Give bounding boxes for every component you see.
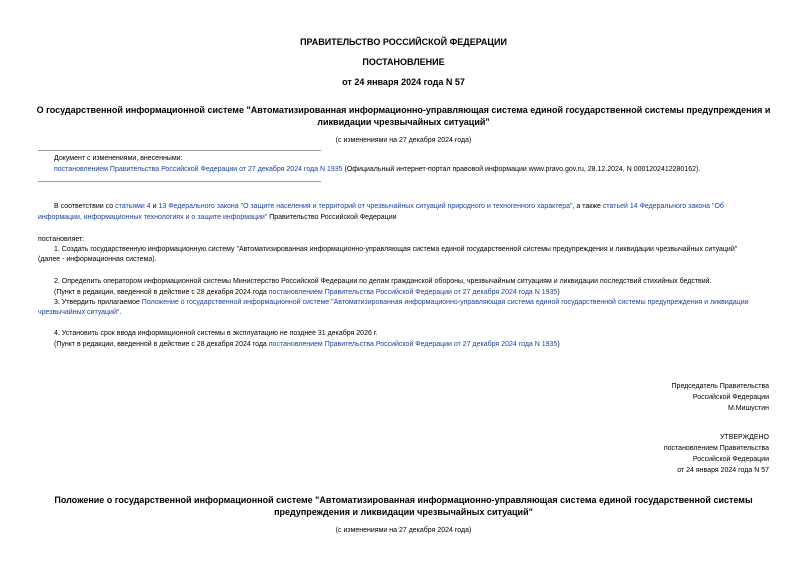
approved-heading: УТВЕРЖДЕНО	[719, 434, 769, 441]
preamble-text: и	[150, 203, 159, 210]
approved-date: от 24 января 2024 года N 57	[677, 467, 769, 474]
amendment-bottom-rule	[38, 181, 321, 182]
amendment-reference	[54, 164, 700, 175]
amendment-link[interactable]: постановлением Правительства Российской Федерации от 27 декабря 2024 года N 1935	[54, 166, 343, 173]
edit-note-text: (Пункт в редакции, введенной в действие с 28 декабря 2024 года	[54, 289, 269, 296]
link-article-13-law[interactable]: 13 Федерального закона "О защите населения и территорий от чрезвычайных ситуаций природного и техногенного характера"	[158, 203, 573, 210]
item-4-edit-link[interactable]: постановлением Правительства Российской Федерации от 27 декабря 2024 года N 1935	[268, 341, 558, 348]
regulation-changes-note: (с изменениями на 27 декабря 2024 года)	[335, 527, 472, 534]
amendment-label: Документ с изменениями, внесенными:	[54, 155, 183, 162]
amendment-source: (Официальный интернет-портал правовой информации www.pravo.gov.ru, 28.12.2024, N 0001202412280162).	[342, 166, 701, 173]
document-type: ПОСТАНОВЛЕНИЕ	[362, 57, 445, 67]
preamble-paragraph	[38, 201, 768, 223]
item-1-line-2: (далее - информационная система).	[38, 256, 157, 263]
preamble-text: , а также	[572, 203, 603, 210]
item-1-line-1: 1. Создать государственную информационную систему "Автоматизированная информационно-управляющая система единой государственной системы предупреждения и ликвидации чрезвычайных ситуаций"	[54, 246, 738, 253]
signature-name: М.Мишустин	[727, 405, 769, 412]
signature-position: Председатель Правительства	[671, 383, 769, 390]
item-3-line-1	[54, 297, 749, 308]
edit-note-text: (Пункт в редакции, введенной в действие с 28 декабря 2024 года	[54, 341, 269, 348]
amendment-top-rule	[38, 150, 321, 151]
preamble-text: В соответствии со	[54, 203, 116, 210]
link-article-14-law[interactable]: статьей 14 Федерального закона "Об	[602, 203, 724, 210]
approved-by: постановлением Правительства	[663, 445, 769, 452]
edit-note-end: )	[557, 289, 560, 296]
item-3-text: 3. Утвердить прилагаемое	[54, 299, 142, 306]
document-title-line-1: О государственной информационной системе "Автоматизированная информационно-управляющая система единой государственной системы предупреждения и	[36, 105, 771, 115]
edit-note-end: )	[557, 341, 560, 348]
item-4: 4. Установить срок ввода информационной системы в эксплуатацию не позднее 31 декабря 2026 г.	[54, 330, 378, 337]
link-article-14-law-cont[interactable]: информации, информационных технологиях и о защите информации"	[38, 214, 268, 221]
approved-country: Российской Федерации	[692, 456, 769, 463]
resolves-word: постановляет:	[38, 236, 85, 243]
item-3-end: .	[119, 309, 122, 316]
item-2-edit-link[interactable]: постановлением Правительства Российской Федерации от 27 декабря 2024 года N 1935	[268, 289, 558, 296]
link-article-4[interactable]: статьями 4	[115, 203, 151, 210]
document-date-number: от 24 января 2024 года N 57	[342, 77, 465, 87]
regulation-link-cont[interactable]: чрезвычайных ситуаций"	[38, 309, 120, 316]
changes-note: (с изменениями на 27 декабря 2024 года)	[335, 137, 472, 144]
preamble-text: Правительство Российской Федерации	[267, 214, 397, 221]
item-2: 2. Определить оператором информационной системы Министерство Российской Федерации по делам гражданской обороны, чрезвычайным ситуациям и ликвидации последствий стихийных бедствий.	[54, 278, 712, 285]
item-4-edit-note	[54, 339, 560, 350]
document-title-line-2: ликвидации чрезвычайных ситуаций"	[317, 117, 490, 127]
signature-country: Российской Федерации	[692, 394, 769, 401]
regulation-title-line-2: предупреждения и ликвидации чрезвычайных ситуаций"	[274, 507, 533, 517]
issuing-authority: ПРАВИТЕЛЬСТВО РОССИЙСКОЙ ФЕДЕРАЦИИ	[300, 37, 507, 47]
regulation-link[interactable]: Положение о государственной информационной системе "Автоматизированная информационно-управляющая система единой государственной системы предупреждения и ликвидации	[141, 299, 749, 306]
regulation-title-line-1: Положение о государственной информационной системе "Автоматизированная информационно-управляющая система единой государственной системы	[54, 495, 753, 505]
item-3-line-2	[38, 307, 121, 318]
